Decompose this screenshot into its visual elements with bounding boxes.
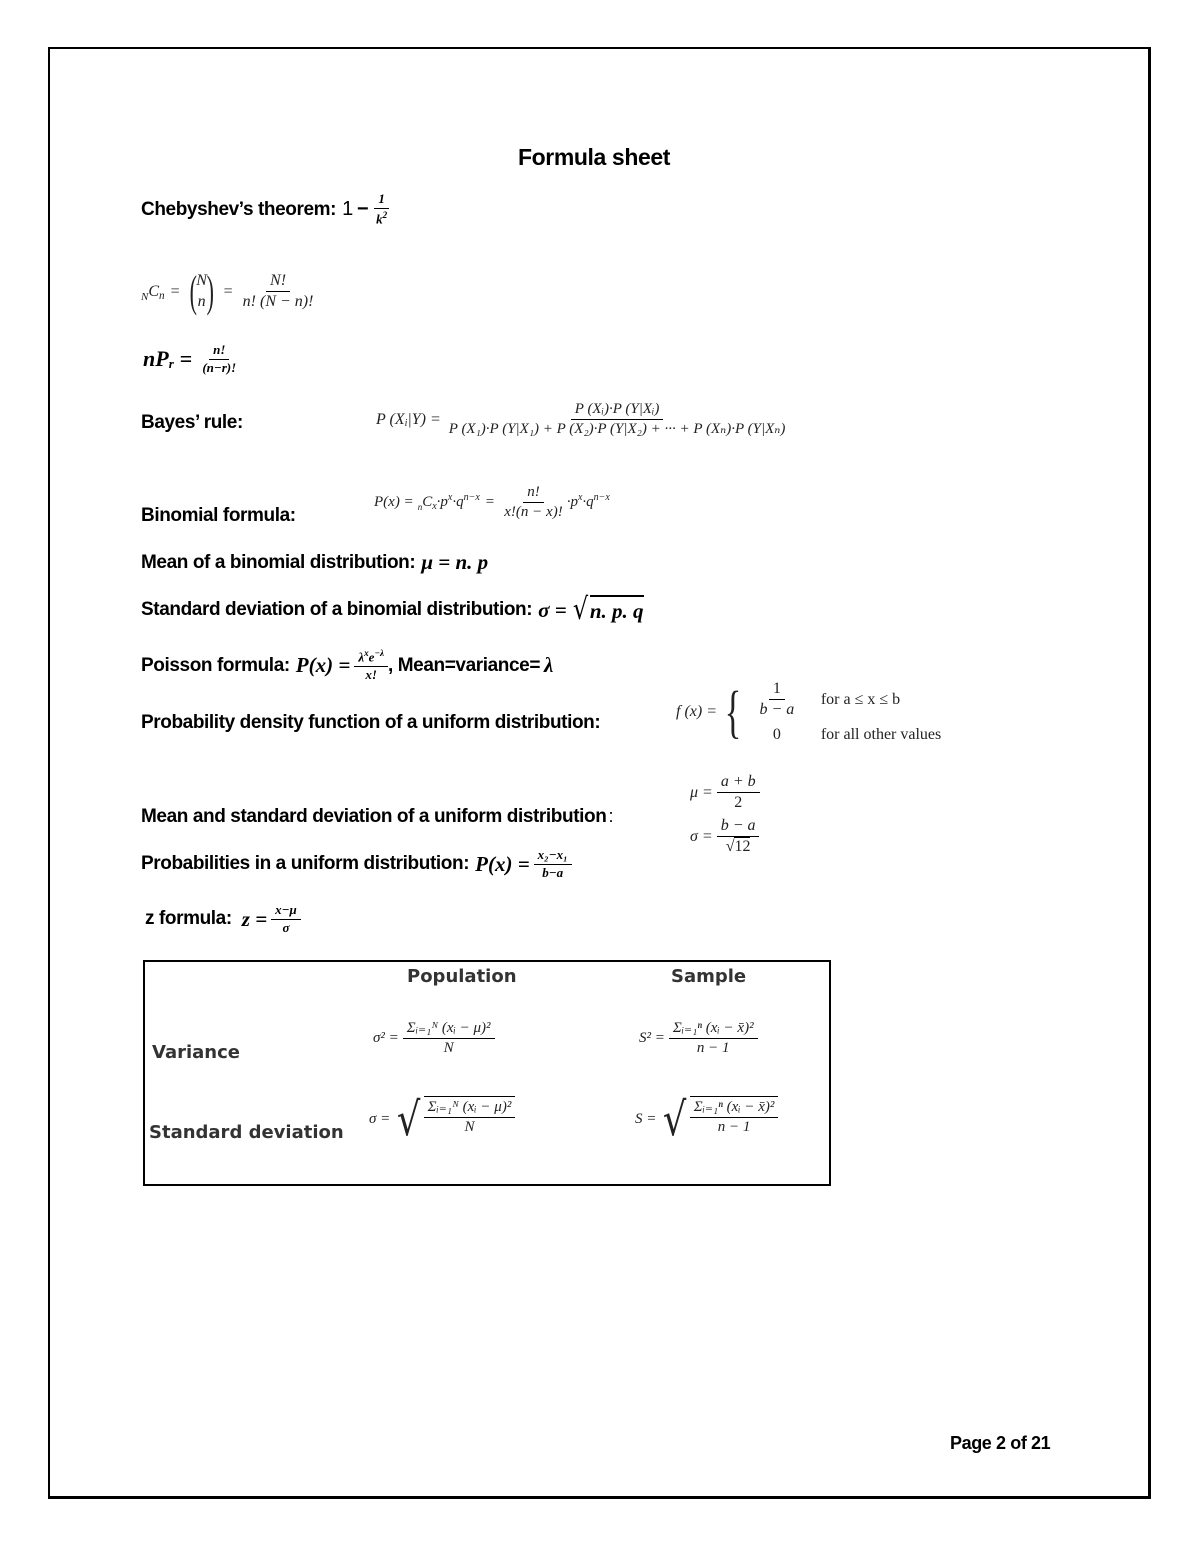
population-variance-lhs: σ² = [373,1030,399,1047]
sample-variance-lhs: S² = [639,1030,665,1047]
permutation-formula [143,343,240,376]
sqrt-symbol: √ [663,1092,687,1146]
chebyshev-one: 1 [342,198,353,221]
sqrt-symbol: √ [397,1092,421,1146]
variance-table [143,960,831,1186]
uniform-prob-den: b−a [542,864,564,880]
combination-binom-top: N [196,271,207,289]
uniform-mean-sd-row [141,806,613,828]
uniform-pdf-case1-num: 1 [769,680,785,700]
binomial-sd-radicand: n. p. q [590,595,644,625]
page-title: Formula sheet [518,144,671,170]
population-sd-fraction [424,1096,516,1142]
uniform-prob-fraction [534,848,572,881]
permutation-numerator: n! [209,343,229,360]
sample-sd-lhs: S = [635,1110,657,1127]
uniform-pdf-case2-val: 0 [772,725,781,743]
binomial-c: C [422,494,433,511]
sample-variance-fraction [669,1020,758,1058]
chebyshev-minus: − [356,198,369,221]
poisson-num-e: e [368,649,375,665]
uniform-mu-num: a + b [717,773,760,793]
uniform-pdf-case1-cond: for a ≤ x ≤ b [820,690,901,708]
row-header-variance: Variance [152,1042,240,1063]
sample-sd-fraction [690,1096,779,1142]
binomial-denominator: x!(n − x)! [504,504,563,521]
poisson-lambda: λ [544,653,554,678]
uniform-prob-label: Probabilities in a uniform distribution: [141,853,470,875]
sqrt-symbol: √ [725,838,735,856]
poisson-num-exp2: −λ [374,648,384,658]
combination-numerator: N! [266,272,290,292]
uniform-pdf-formula [676,680,941,744]
bayes-lhs-rest: |Y) = [407,410,441,428]
binomial-p: ·p [436,494,448,511]
binomial-q-exp: n−x [463,492,480,504]
z-formula-label: z formula: [145,908,232,930]
permutation-p: P [155,346,169,372]
binomial-sd-label: Standard deviation of a binomial distribution: [141,599,533,620]
population-sd-formula [369,1092,515,1146]
population-variance-num: Σᵢ₌₁ᴺ (xᵢ − μ)² [403,1020,495,1039]
population-sd-sqrt [394,1092,515,1146]
sqrt-symbol: √ [572,592,588,627]
sample-sd-formula [635,1092,778,1146]
uniform-sigma-num: b − a [717,817,760,837]
uniform-pdf-lhs: f (x) = [676,702,717,720]
bayes-numerator: P (Xᵢ)·P (Y|Xᵢ) [571,401,664,420]
binomial-lhs: P(x) = [374,494,414,511]
uniform-prob-row [141,848,572,881]
sample-sd-den: n − 1 [717,1119,751,1136]
combination-binom-bottom: n [197,292,206,310]
combination-formula [141,266,317,317]
uniform-sigma-lhs: σ = [690,827,713,845]
z-formula-den: σ [282,919,290,935]
chebyshev-denominator: k [376,211,383,227]
binomial-tail-p-exp: x [577,492,583,504]
uniform-pdf-case2-cond: for all other values [820,725,942,743]
permutation-fraction [198,343,240,376]
binomial-c-sub: x [432,501,437,513]
chebyshev-row [141,192,391,227]
uniform-mean-sd-colon: : [608,806,614,826]
binomial-q: ·q [452,494,464,511]
permutation-denominator: (n−r)! [202,359,237,375]
uniform-prob-num: x₂−x₁ [534,848,572,865]
binomial-tail-q: ·q [582,494,594,511]
poisson-row [141,648,553,683]
poisson-label: Poisson formula: [141,654,290,676]
binomial-tail-q-exp: n−x [593,492,610,504]
binomial-label: Binomial formula: [141,505,296,526]
bayes-lhs-sub: i [404,418,408,430]
bayes-label: Bayes’ rule: [141,412,243,433]
uniform-sigma-formula [690,817,759,857]
chebyshev-den-exp: 2 [382,209,388,220]
poisson-tail: , Mean=variance= [387,654,541,676]
bayes-denominator: P (X₁)·P (Y|X₁) + P (X₂)·P (Y|X₂) + ··· + P (Xₙ)·P (Y|Xₙ) [448,421,786,438]
uniform-pdf-case1-den: b − a [759,701,795,719]
binomial-sd-sqrt [571,592,644,627]
binomial-mean-row [141,550,488,575]
population-variance-formula [373,1020,495,1058]
combination-c: C [148,282,160,300]
uniform-sigma-den: 12 [734,838,751,856]
z-formula-fraction [271,903,301,936]
uniform-pdf-case1-fraction [747,680,807,720]
permutation-eq: = [179,346,193,372]
column-header-population: Population [407,966,517,987]
combination-paren-right: ) [206,267,214,316]
population-sd-den: N [464,1119,475,1136]
combination-denominator: n! (N − n)! [242,293,314,310]
poisson-num-exp1: x [364,648,369,658]
sample-variance-den: n − 1 [696,1040,730,1057]
permutation-p-sub: r [168,356,174,372]
uniform-mu-fraction [717,773,760,813]
binomial-formula [374,484,610,522]
row-header-standard-deviation: Standard deviation [149,1122,344,1143]
z-formula-num: x−μ [271,903,301,920]
combination-pre-sub: N [141,290,149,303]
binomial-p-exp: x [447,492,453,504]
sample-variance-num: Σᵢ₌₁ⁿ (xᵢ − x̄)² [669,1020,758,1039]
population-sd-num: Σᵢ₌₁ᴺ (xᵢ − μ)² [424,1099,516,1118]
population-variance-den: N [443,1040,454,1057]
bayes-fraction [445,401,790,439]
sample-sd-sqrt [660,1092,778,1146]
binomial-fraction [500,484,566,522]
chebyshev-fraction [372,192,391,227]
bayes-lhs: P (X [376,410,405,428]
page-border [48,47,1151,1499]
poisson-denominator: x! [365,667,377,683]
combination-eq2: = [223,282,233,300]
combination-binom [196,271,207,313]
combination-c-sub: n [159,289,165,302]
poisson-lhs: P(x) = [295,653,351,678]
uniform-mu-den: 2 [734,794,743,812]
binomial-c-pre: n [417,501,423,512]
binomial-mean-label: Mean of a binomial distribution: [141,551,416,573]
sample-sd-num: Σᵢ₌₁ⁿ (xᵢ − x̄)² [690,1099,779,1118]
uniform-pdf-label: Probability density function of a uniform distribution: [141,712,601,733]
uniform-mean-sd-label: Mean and standard deviation of a uniform distribution [141,806,607,827]
uniform-sigma-fraction [717,817,760,857]
chebyshev-label: Chebyshev’s theorem: [141,198,337,220]
chebyshev-numerator: 1 [374,192,389,209]
binomial-eq: = [485,494,495,511]
combination-paren-left: ( [189,267,197,316]
uniform-mu-lhs: μ = [690,783,713,801]
z-formula-lhs: z = [241,906,268,931]
binomial-sd-row [141,592,644,627]
combination-fraction [239,272,318,312]
population-sd-lhs: σ = [369,1110,391,1127]
z-formula-row [145,903,301,936]
poisson-fraction [354,648,388,683]
binomial-mean-formula: μ = n. p [421,550,489,574]
poisson-num-lambda: λ [358,649,365,665]
page-number: Page 2 of 21 [950,1433,1051,1453]
bayes-formula [376,401,789,439]
combination-eq: = [170,282,180,300]
binomial-tail-p: ·p [566,494,578,511]
sample-variance-formula [639,1020,758,1058]
uniform-mu-formula [690,773,760,813]
binomial-sd-lhs: σ = [538,597,567,622]
binomial-numerator: n! [523,484,544,503]
left-brace-icon: { [724,678,742,744]
uniform-pdf-cases [747,680,941,744]
uniform-sigma-den-wrap [722,837,755,856]
column-header-sample: Sample [671,966,747,987]
population-variance-fraction [403,1020,495,1058]
uniform-prob-lhs: P(x) = [475,851,530,876]
permutation-n: n [143,346,156,372]
